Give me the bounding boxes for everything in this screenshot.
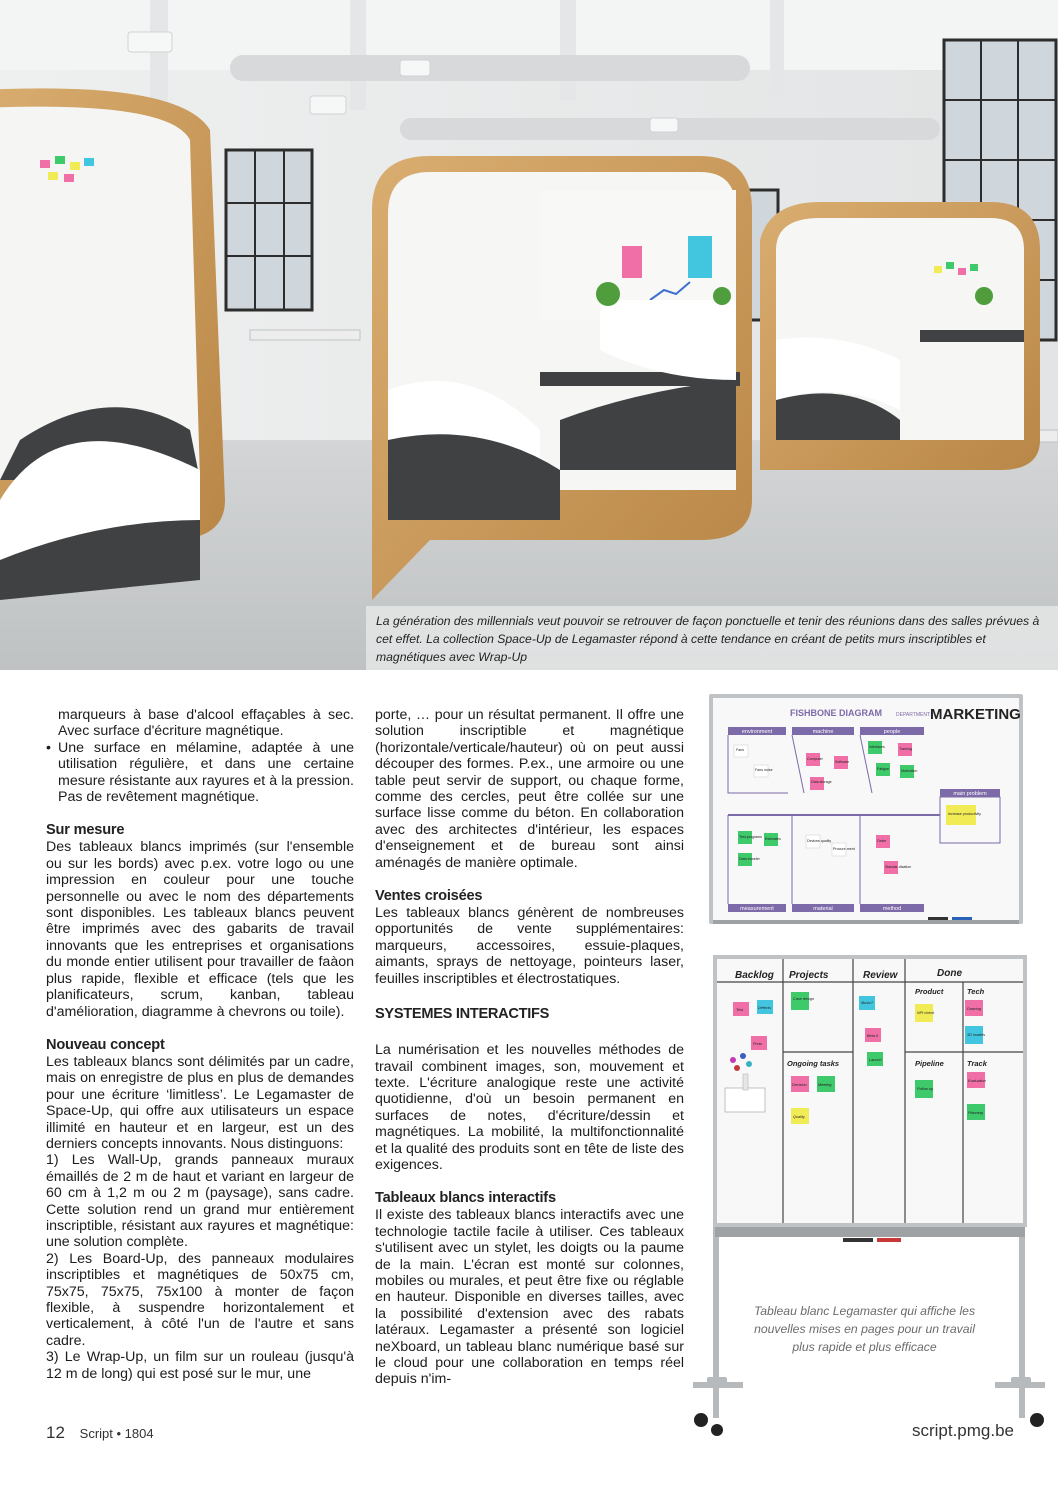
hero-photo (0, 0, 1058, 670)
main-problem-label: main problem (953, 791, 987, 797)
note-test: Test (736, 1008, 744, 1012)
note-decision: Decision (792, 1083, 807, 1087)
category-measurement: measurement (740, 906, 774, 912)
list-item: 2) Les Board-Up, des panneaux modulaires inscriptibles et magnétiques de 50x75 cm, 75x75, 75x75, 75x100 à monter de façon flexible, à suspendre horizontalement et verticalement, à côté l'un de l'autre et sans cadre. (46, 1250, 354, 1349)
category-environment: environment (741, 729, 773, 735)
note-devices-quality: Devices quality (807, 839, 832, 843)
fishbone-title: FISHBONE DIAGRAM (790, 708, 882, 718)
note-meeting: Meeting (818, 1083, 832, 1087)
heading-tableaux-interactifs: Tableaux blancs interactifs (375, 1190, 556, 1207)
col-review: Review (863, 970, 898, 981)
note-problem: Increase productivity (948, 812, 981, 816)
department-name: MARKETING (930, 706, 1021, 723)
note-case-design: Case design (793, 997, 815, 1001)
heading-sur-mesure: Sur mesure (46, 822, 125, 839)
note-fatigue: Fatigue (877, 767, 889, 771)
note-procurement: Procure-ment (833, 847, 855, 851)
category-material: material (813, 906, 833, 912)
note-fans: Fans (736, 748, 744, 752)
kanban-whiteboard (693, 952, 1045, 1452)
text-column-middle (375, 707, 684, 1388)
paragraph: Des tableaux blancs imprimés (sur l'ensemble ou sur les bords) avec p.ex. votre logo ou une impression en couleur pour une touche personnelle ou avec le nom des départements sont disponibles. Les tableaux blancs peuvent être imprimés avec des gabarits de travail innovants que les entreprises et organisations du monde entier utilisent pour travailler de faàon plus rapide, flexible et efficace (tels que les planificateurs, scrum, kanban, tableau d'amélioration, diagramme à chevrons ou toile). (46, 839, 354, 1020)
page-folio (46, 1423, 154, 1443)
col-backlog: Backlog (735, 970, 774, 981)
note-data-storage: Data storage (811, 780, 832, 784)
note-drawing: Drawing (967, 1007, 981, 1011)
note-interfaces: Interfaces (869, 745, 885, 749)
col-track: Track (967, 1059, 987, 1068)
kanban-caption: Tableau blanc Legamaster qui affiche les nouvelles mises en pages pour un travail plus rapide et plus efficace (753, 1304, 976, 1354)
issue-label: Script • 1804 (79, 1426, 154, 1441)
note-follow-up: Follow up (917, 1087, 934, 1091)
note-software: Software (835, 760, 850, 764)
note-test-programs: Test-programs (739, 835, 762, 839)
note-training: Training (899, 747, 912, 751)
category-people: people (883, 729, 901, 735)
office-pods-illustration (0, 0, 1058, 670)
col-pipeline: Pipeline (915, 1059, 944, 1068)
note-order: Order (877, 839, 887, 843)
heading-nouveau-concept: Nouveau concept (46, 1036, 165, 1053)
website-link[interactable]: script.pmg.be (911, 1421, 1014, 1440)
note-motivation: Motivation (901, 769, 918, 773)
heading-systemes-interactifs: SYSTEMES INTERACTIFS (375, 1006, 550, 1023)
col-projects: Projects (789, 970, 829, 981)
note-computer: Computer (807, 757, 823, 761)
heading-ventes-croisees: Ventes croisées (375, 888, 483, 905)
bullet-item: • Une surface en mélamine, adaptée à une utilisation régulière, et dans une certaine mesure résistante aux rayures et à la pression. Pas de revêtement magnétique. (46, 740, 354, 806)
note-estimates: Estimates (765, 837, 781, 841)
note-launch: Launch (869, 1058, 882, 1062)
list-item: 3) Le Wrap-Up, un film sur un rouleau (jusqu'à 12 m de long) qui est posé sur le mur, une (46, 1349, 354, 1382)
col-done: Done (937, 968, 962, 979)
text-column-left (46, 707, 354, 1382)
department-label: DEPARTMENT: (896, 712, 931, 718)
col-product: Product (915, 987, 944, 996)
note-defects: Defects (758, 1006, 771, 1010)
note-npi-check: NPI check (917, 1011, 935, 1015)
note-data-transfer: Data transfer (739, 857, 760, 861)
note-fans-noise: Fans noise (755, 768, 773, 772)
note-3d-models: 3D models (967, 1033, 986, 1037)
paragraph: porte, … pour un résultat permanent. Il offre une solution inscriptible et magnétique (horizontale/verticale/hauteur) où on peut aussi découper des formes. P.ex., une armoire ou une table peut servir de support, ou chaque forme, comme des cercles, peut être collée sur une surface lisse comme du béton. En collaboration avec des architectes d'intérieur, les espaces d'enseignement et de bureau sont ainsi aménagés de manière optimale. (375, 707, 684, 871)
hero-caption: La génération des millennials veut pouvoir se retrouver de façon ponctuelle et tenir des réunions dans des salles prévues à cet effet. La collection Space-Up de Legamaster répond à cette tendance en créant de petits murs inscriptibles et magnétiques avec Wrap-Up (376, 614, 1040, 664)
category-method: method (882, 906, 902, 912)
category-machine: machine (812, 729, 834, 735)
paragraph: Les tableaux blancs sont délimités par un cadre, mais on enregistre de plus en plus de demandes pour une écriture ‘limitless’. Le Legamaster de Space-Up, qui offre aux utilisateurs un espace illimité en hauteur et en largeur, est un des derniers concepts innovants. Nous distinguons: (46, 1053, 354, 1152)
list-item: 1) Les Wall-Up, grands panneaux muraux émaillés de 2 m de haut et variant en largeur de 60 cm à 1,2 m ou 2 m (paysage), sans cadre. Cette solution rend un grand mur entièrement inscriptible, résistant aux rayures et magnétique: une solution complète. (46, 1152, 354, 1251)
paragraph: Les tableaux blancs génèrent de nombreuses opportunités de vente supplémentaires: marqueurs, accessoires, essuie-plaques, aimants, sprays de nettoyage, pointeurs laser, feuilles inscriptibles et électrostatiques. (375, 905, 684, 987)
note-proto: Proto (753, 1042, 763, 1046)
paragraph: La numérisation et les nouvelles méthodes de travail combinent images, son, mouvement et texte. L'écriture analogique reste une activité quotidienne, d'où un besoin permanent en surfaces de notes, d'écriture/dessin et magnétiques. La mobilité, la multifonctionnalité et la qualité des produits sont en tête de liste des exigences. (375, 1042, 684, 1173)
col-tech: Tech (967, 987, 985, 996)
note-standardisation: Standar-disation (885, 865, 912, 869)
note-evaluation: Evaluation (968, 1079, 986, 1083)
note-planning: Planning (968, 1111, 983, 1115)
note-music: Music? (861, 1001, 874, 1005)
note-quality: Quality (793, 1115, 805, 1119)
paragraph: Il existe des tableaux blancs interactifs avec une technologie tactile facile à utiliser. Ces tableaux s'utilisent avec un stylet, les doigts ou la paume de la main. L'écran est monté sur colonnes, mobiles ou murales, et peut être fixe ou réglable en hauteur. Disponible en diverses tailles, avec la possibilité d'extension avec des rabats latéraux. Legamaster a présenté son logiciel neXboard, un tableau blanc numérique basé sur le cloud pour une collaboration en temps réel depuis n'im- (375, 1207, 684, 1388)
page-number: 12 (46, 1423, 65, 1442)
col-ongoing: Ongoing tasks (787, 1059, 840, 1068)
fishbone-whiteboard (708, 693, 1024, 928)
paragraph: marqueurs à base d'alcool effaçables à sec. Avec surface d'écriture magnétique. (58, 707, 354, 740)
note-beta: Beta II (867, 1034, 878, 1038)
